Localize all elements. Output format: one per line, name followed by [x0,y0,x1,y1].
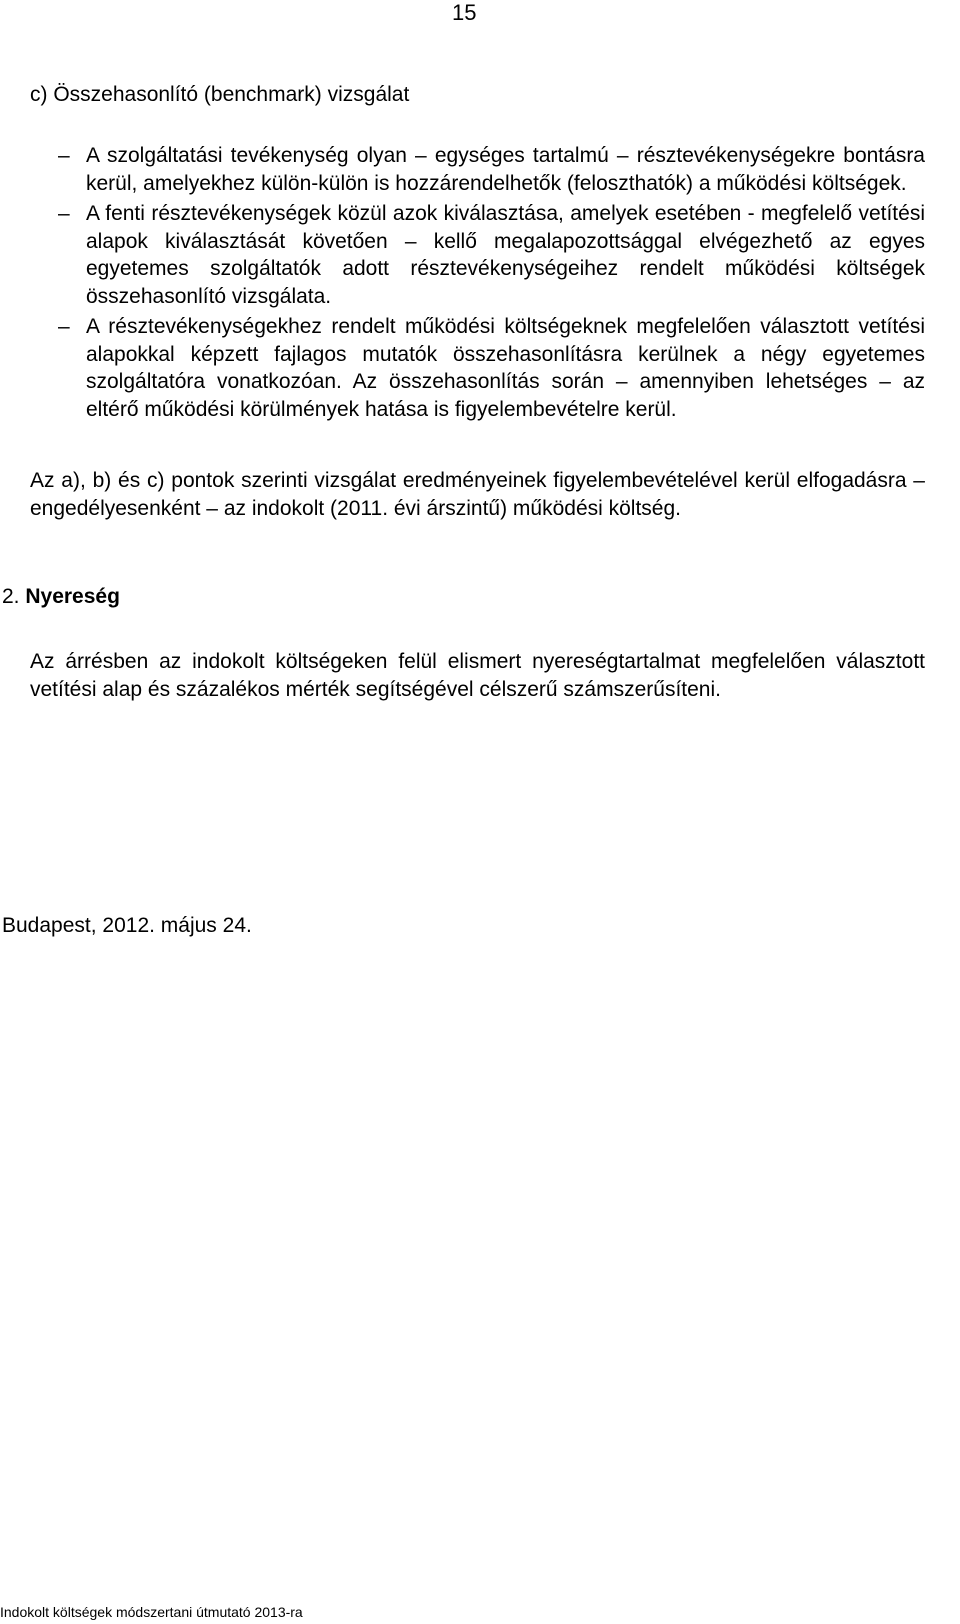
signature-place-date: Budapest, 2012. május 24. [2,914,252,937]
page-footer: Indokolt költségek módszertani útmutató 2013-ra [0,1604,303,1620]
section-title: Nyereség [25,585,120,608]
document-body [2,80,925,703]
bullet-text: A résztevékenységekhez rendelt működési költségeknek megfelelően választott vetítési alapokkal képzett fajlagos mutatók összehasonlításra kerülnek a négy egyetemes szolgáltatóra vonatkozóan. Az összehasonlítás során – amennyiben lehetséges – az eltérő működési körülmények hatása is figyelembevételre kerül. [86,315,925,421]
dash-bullet-icon: – [58,144,70,167]
bullet-item [30,142,925,197]
bullet-item [30,200,925,310]
section-heading-profit [2,582,925,612]
bullet-item [30,313,925,423]
bullet-text: A szolgáltatási tevékenység olyan – egységes tartalmú – résztevékenységekre bontásra kerül, amelyekhez külön-külön is hozzárendelhetők (feloszthatók) a működési költségek. [86,144,925,195]
section-number: 2. [2,585,20,608]
summary-paragraph: Az a), b) és c) pontok szerinti vizsgálat eredményeinek figyelembevételével kerül elfogadásra – engedélyesenként – az indokolt (2011. évi árszintű) működési költség. [30,469,925,520]
page-number: 15 [452,0,477,25]
profit-paragraph: Az árrésben az indokolt költségeken felül elismert nyereségtartalmat megfelelően választott vetítési alap és százalékos mérték segítségével célszerű számszerűsíteni. [30,650,925,701]
section-heading-benchmark: c) Összehasonlító (benchmark) vizsgálat [30,83,410,106]
dash-bullet-icon: – [58,202,70,225]
benchmark-bullet-list [30,142,925,423]
bullet-text: A fenti résztevékenységek közül azok kiválasztása, amelyek esetében - megfelelő vetítési alapok kiválasztását követően – kellő megalapozottsággal elvégezhető az egyes egyetemes szolgáltatók adott résztevékenységeihez rendelt működési költségek összehasonlító vizsgálata. [86,202,925,308]
dash-bullet-icon: – [58,315,70,338]
